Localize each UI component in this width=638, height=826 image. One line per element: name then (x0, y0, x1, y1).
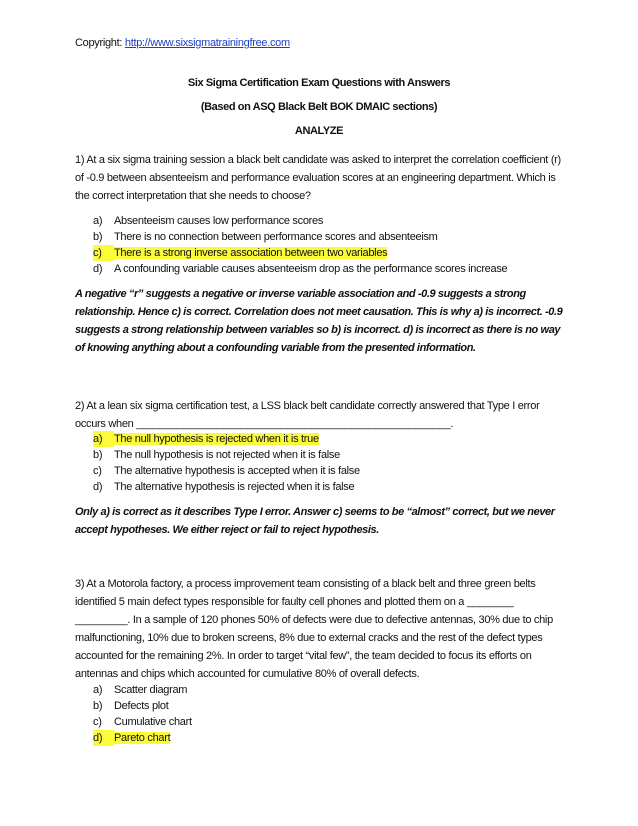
option-text: The alternative hypothesis is accepted when it is false (114, 465, 360, 477)
option-letter: d) (93, 263, 103, 275)
page-title: Six Sigma Certification Exam Questions with Answers (187, 77, 451, 89)
question-3-options (93, 682, 573, 746)
option-text-highlighted: The null hypothesis is rejected when it is true (114, 433, 319, 445)
option-text: Defects plot (114, 700, 169, 712)
question-1-text: 1) At a six sigma training session a black belt candidate was asked to interpret the correlation coefficient (r) of -0.9 between absenteeism and performance evaluation scores at an engineering department. Which is the correct interpretation that she needs to choose? (75, 154, 561, 202)
option-letter: d) (93, 481, 103, 493)
question-2-options (93, 431, 573, 495)
option-item (93, 229, 573, 245)
option-letter: b) (93, 449, 103, 461)
question-1-answer: A negative “r” suggests a negative or inverse variable association and -0.9 suggests a strong relationship. Hence c) is correct. Correlation does not meet causation. This is why a) is incorrect. -0.9 suggests a strong relationship between variables so b) is incorrect. d) is incorrect as there is no way of knowing anything about a confounding variable from the presented information. (75, 288, 563, 354)
copyright-label: Copyright: (75, 37, 125, 49)
option-item-correct (93, 245, 573, 261)
option-item (93, 261, 573, 277)
option-item-correct (93, 730, 573, 746)
question-3-text: 3) At a Motorola factory, a process improvement team consisting of a black belt and three green belts identified 5 main defect types responsible for faulty cell phones and plotted them on a ________ _________. In a sample of 120 phones 50% of defects were due to defective antennas, 30% due to chip malfunctioning, 10% due to broken screens, 8% due to external cracks and the rest of the defect types accounted for the remaining 2%. In order to target “vital few”, the team decided to focus its efforts on antennas and chips which accounted for cumulative 80% of overall defects. (75, 578, 553, 680)
option-item (93, 463, 573, 479)
option-text: A confounding variable causes absenteeism drop as the performance scores increase (114, 263, 508, 275)
question-2-answer: Only a) is correct as it describes Type I error. Answer c) seems to be “almost” correct, but we never accept hypotheses. We either reject or fail to reject hypothesis. (75, 506, 555, 536)
option-text: Absenteeism causes low performance scores (114, 215, 324, 227)
option-letter: b) (93, 700, 103, 712)
question-2-text: 2) At a lean six sigma certification test, a LSS black belt candidate correctly answered that Type I error occurs when ______________________________________________________. (75, 400, 540, 430)
option-item (93, 447, 573, 463)
copyright-line (75, 37, 290, 49)
question-1-options (93, 213, 573, 277)
option-letter: a) (93, 215, 103, 227)
option-item (93, 213, 573, 229)
section-heading: ANALYZE (294, 125, 344, 137)
option-item (93, 479, 573, 495)
option-text-highlighted: Pareto chart (114, 732, 171, 744)
option-text-highlighted: There is a strong inverse association between two variables (114, 247, 388, 259)
copyright-link[interactable]: http://www.sixsigmatrainingfree.com (124, 37, 290, 49)
option-letter: d) (93, 730, 114, 746)
page-subtitle: (Based on ASQ Black Belt BOK DMAIC sections) (200, 101, 438, 113)
option-text: The alternative hypothesis is rejected when it is false (114, 481, 355, 493)
option-item (93, 682, 573, 698)
option-text: Cumulative chart (114, 716, 192, 728)
option-letter: c) (93, 465, 102, 477)
option-letter: a) (93, 431, 114, 447)
option-letter: c) (93, 245, 114, 261)
option-item (93, 698, 573, 714)
option-text: The null hypothesis is not rejected when it is false (114, 449, 340, 461)
option-item (93, 714, 573, 730)
option-letter: a) (93, 684, 103, 696)
option-letter: c) (93, 716, 102, 728)
option-text: Scatter diagram (114, 684, 188, 696)
option-text: There is no connection between performance scores and absenteeism (114, 231, 438, 243)
option-letter: b) (93, 231, 103, 243)
option-item-correct (93, 431, 573, 447)
